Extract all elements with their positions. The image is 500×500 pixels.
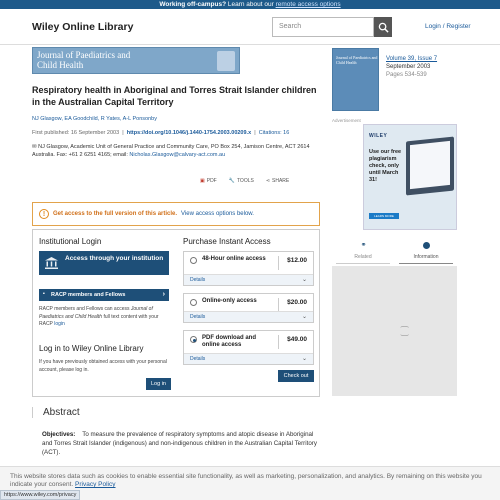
wol-login-title: Log in to Wiley Online Library (39, 344, 144, 353)
chevron-down-icon: ⌄ (301, 314, 307, 320)
journal-crest-icon (217, 51, 235, 71)
issue-pages: Pages 534-539 (386, 72, 427, 78)
article-title: Respiratory health in Aboriginal and Torres Strait Islander children in the Australian Capital Territory (32, 85, 317, 107)
institutional-login-title: Institutional Login (39, 237, 102, 246)
radio-pdf[interactable] (190, 336, 197, 343)
banner-text: Learn about our (227, 1, 274, 8)
article-tools (200, 178, 289, 184)
citations-link[interactable]: Citations: 16 (258, 130, 290, 136)
remote-access-link[interactable]: remote access options (275, 1, 341, 8)
option-price: $20.00 (287, 299, 307, 306)
doi-link[interactable]: https://doi.org/10.1046/j.1440-1754.2003.00209.x (126, 130, 252, 136)
privacy-policy-link[interactable]: Privacy Policy (75, 481, 116, 488)
access-notice (32, 202, 320, 226)
status-bar-url: https://www.wiley.com/privacy (0, 490, 80, 500)
issue-date: September 2003 (386, 64, 431, 70)
pdf-icon: ▣ (200, 178, 205, 184)
info-icon (423, 242, 430, 249)
option-details[interactable]: Details ⌄ (184, 311, 313, 322)
site-logo[interactable]: Wiley Online Library (32, 21, 134, 33)
loading-spinner-icon: ⁐ (401, 326, 409, 336)
publication-meta: First published: 16 September 2003 | https://doi.org/10.1046/j.1440-1754.2003.00209.x | Citations: 16 (32, 130, 290, 136)
email-link[interactable]: Nicholas.Glasgow@calvary-act.com.au (129, 152, 226, 158)
option-price: $49.00 (287, 336, 307, 343)
radio-online[interactable] (190, 299, 197, 306)
option-name: 48-Hour online access (202, 256, 266, 262)
related-icon: ⚭ (360, 242, 367, 249)
remote-access-banner (0, 0, 500, 9)
chevron-down-icon: ⌄ (301, 356, 307, 362)
purchase-title: Purchase Instant Access (183, 237, 271, 246)
racp-icon: ▪ (43, 291, 45, 297)
access-options-panel (32, 229, 320, 397)
ad-cta-button[interactable]: LEARN MORE (369, 213, 399, 219)
mail-icon: ✉ (32, 144, 37, 150)
racp-button[interactable] (39, 289, 169, 301)
laptop-screen (410, 141, 450, 189)
wol-login-text: If you have previously obtained access with your personal account, please log in. (39, 359, 167, 373)
checkout-button[interactable]: Check out (278, 370, 314, 382)
option-name: Online-only access (202, 298, 257, 304)
tab-information[interactable]: Information (395, 236, 457, 264)
advertisement-label: Advertisement (332, 118, 361, 123)
access-options-link[interactable]: View access options below. (181, 211, 254, 217)
cookie-text: This website stores data such as cookies to enable essential site functionality, as well as marketing, personalization, and analytics. By remaining on this website you indicate your consent. (10, 473, 482, 488)
journal-cover-image[interactable]: Journal of Paediatrics and Child Health (332, 48, 379, 111)
access-lead: Get access to the full version of this article. (53, 211, 178, 217)
info-icon: ! (39, 209, 49, 219)
correspondence-address (32, 143, 322, 159)
purchase-option-48hour[interactable] (183, 251, 314, 286)
tools-button[interactable]: 🔧 TOOLS (228, 178, 254, 184)
purchase-option-online[interactable] (183, 293, 314, 323)
first-published: First published: 16 September 2003 (32, 130, 120, 136)
option-price: $12.00 (287, 257, 307, 264)
tab-related[interactable]: ⚭ Related (332, 236, 394, 264)
search-button[interactable] (374, 17, 392, 37)
purchase-option-pdf[interactable] (183, 330, 314, 365)
ad-brand: WILEY (369, 133, 388, 139)
institution-access-button[interactable] (39, 251, 169, 275)
banner-lead: Working off-campus? (159, 1, 227, 8)
bank-icon (45, 257, 58, 269)
volume-issue-link[interactable]: Volume 39, Issue 7 (386, 56, 438, 62)
journal-title: Journal of Paediatrics and Child Health (37, 50, 131, 70)
chevron-right-icon: › (162, 291, 165, 298)
share-button[interactable]: ⋖ SHARE (265, 178, 290, 184)
wrench-icon: 🔧 (228, 178, 235, 184)
share-icon: ⋖ (265, 178, 271, 184)
search-icon (378, 22, 389, 33)
radio-48hour[interactable] (190, 257, 197, 264)
pdf-button[interactable]: ▣ PDF (200, 178, 217, 184)
sidebar-content-panel (332, 266, 457, 396)
chevron-down-icon: ⌄ (301, 277, 307, 283)
racp-button-label: RACP members and Fellows (51, 292, 126, 298)
objectives-label: Objectives: (42, 431, 76, 438)
abstract-body (32, 430, 320, 457)
author-list[interactable]: NJ Glasgow, EA Goodchild, R Yates, A-L Ponsonby (32, 116, 157, 122)
login-button[interactable]: Log in (146, 378, 171, 390)
abstract-heading: Abstract (32, 407, 320, 418)
login-register-link[interactable]: Login / Register (425, 23, 471, 30)
site-header (0, 9, 500, 45)
objectives-text: To measure the prevalence of respiratory symptoms and atopic disease in Aboriginal and Torres Strait Islander (indigenous) and non-indigenous children in the Australian Capital Territory (ACT). (42, 431, 317, 456)
ad-headline: Use our free plagiarism check, only until March 31! (369, 149, 402, 183)
sidebar-tabs (332, 236, 457, 264)
option-details[interactable]: Details ⌄ (184, 353, 313, 364)
option-name: PDF download and online access (202, 335, 256, 348)
racp-login-link[interactable]: login (54, 321, 65, 327)
advertisement[interactable] (363, 124, 457, 230)
institution-button-label: Access through your institution (65, 255, 164, 262)
journal-banner[interactable] (32, 47, 240, 74)
search-input[interactable]: Search (272, 17, 374, 37)
racp-description: RACP members and Fellows can access Journal of Paediatrics and Child Health full text content with your RACP login (39, 306, 159, 327)
option-details[interactable]: Details ⌄ (184, 274, 313, 285)
issue-info (386, 55, 437, 79)
address-text: NJ Glasgow, Academic Unit of General Practice and Community Care, PO Box 254, Jamison Centre, ACT 2614 Australia. Fax: +61 2 6251 4165; email: (32, 144, 310, 158)
